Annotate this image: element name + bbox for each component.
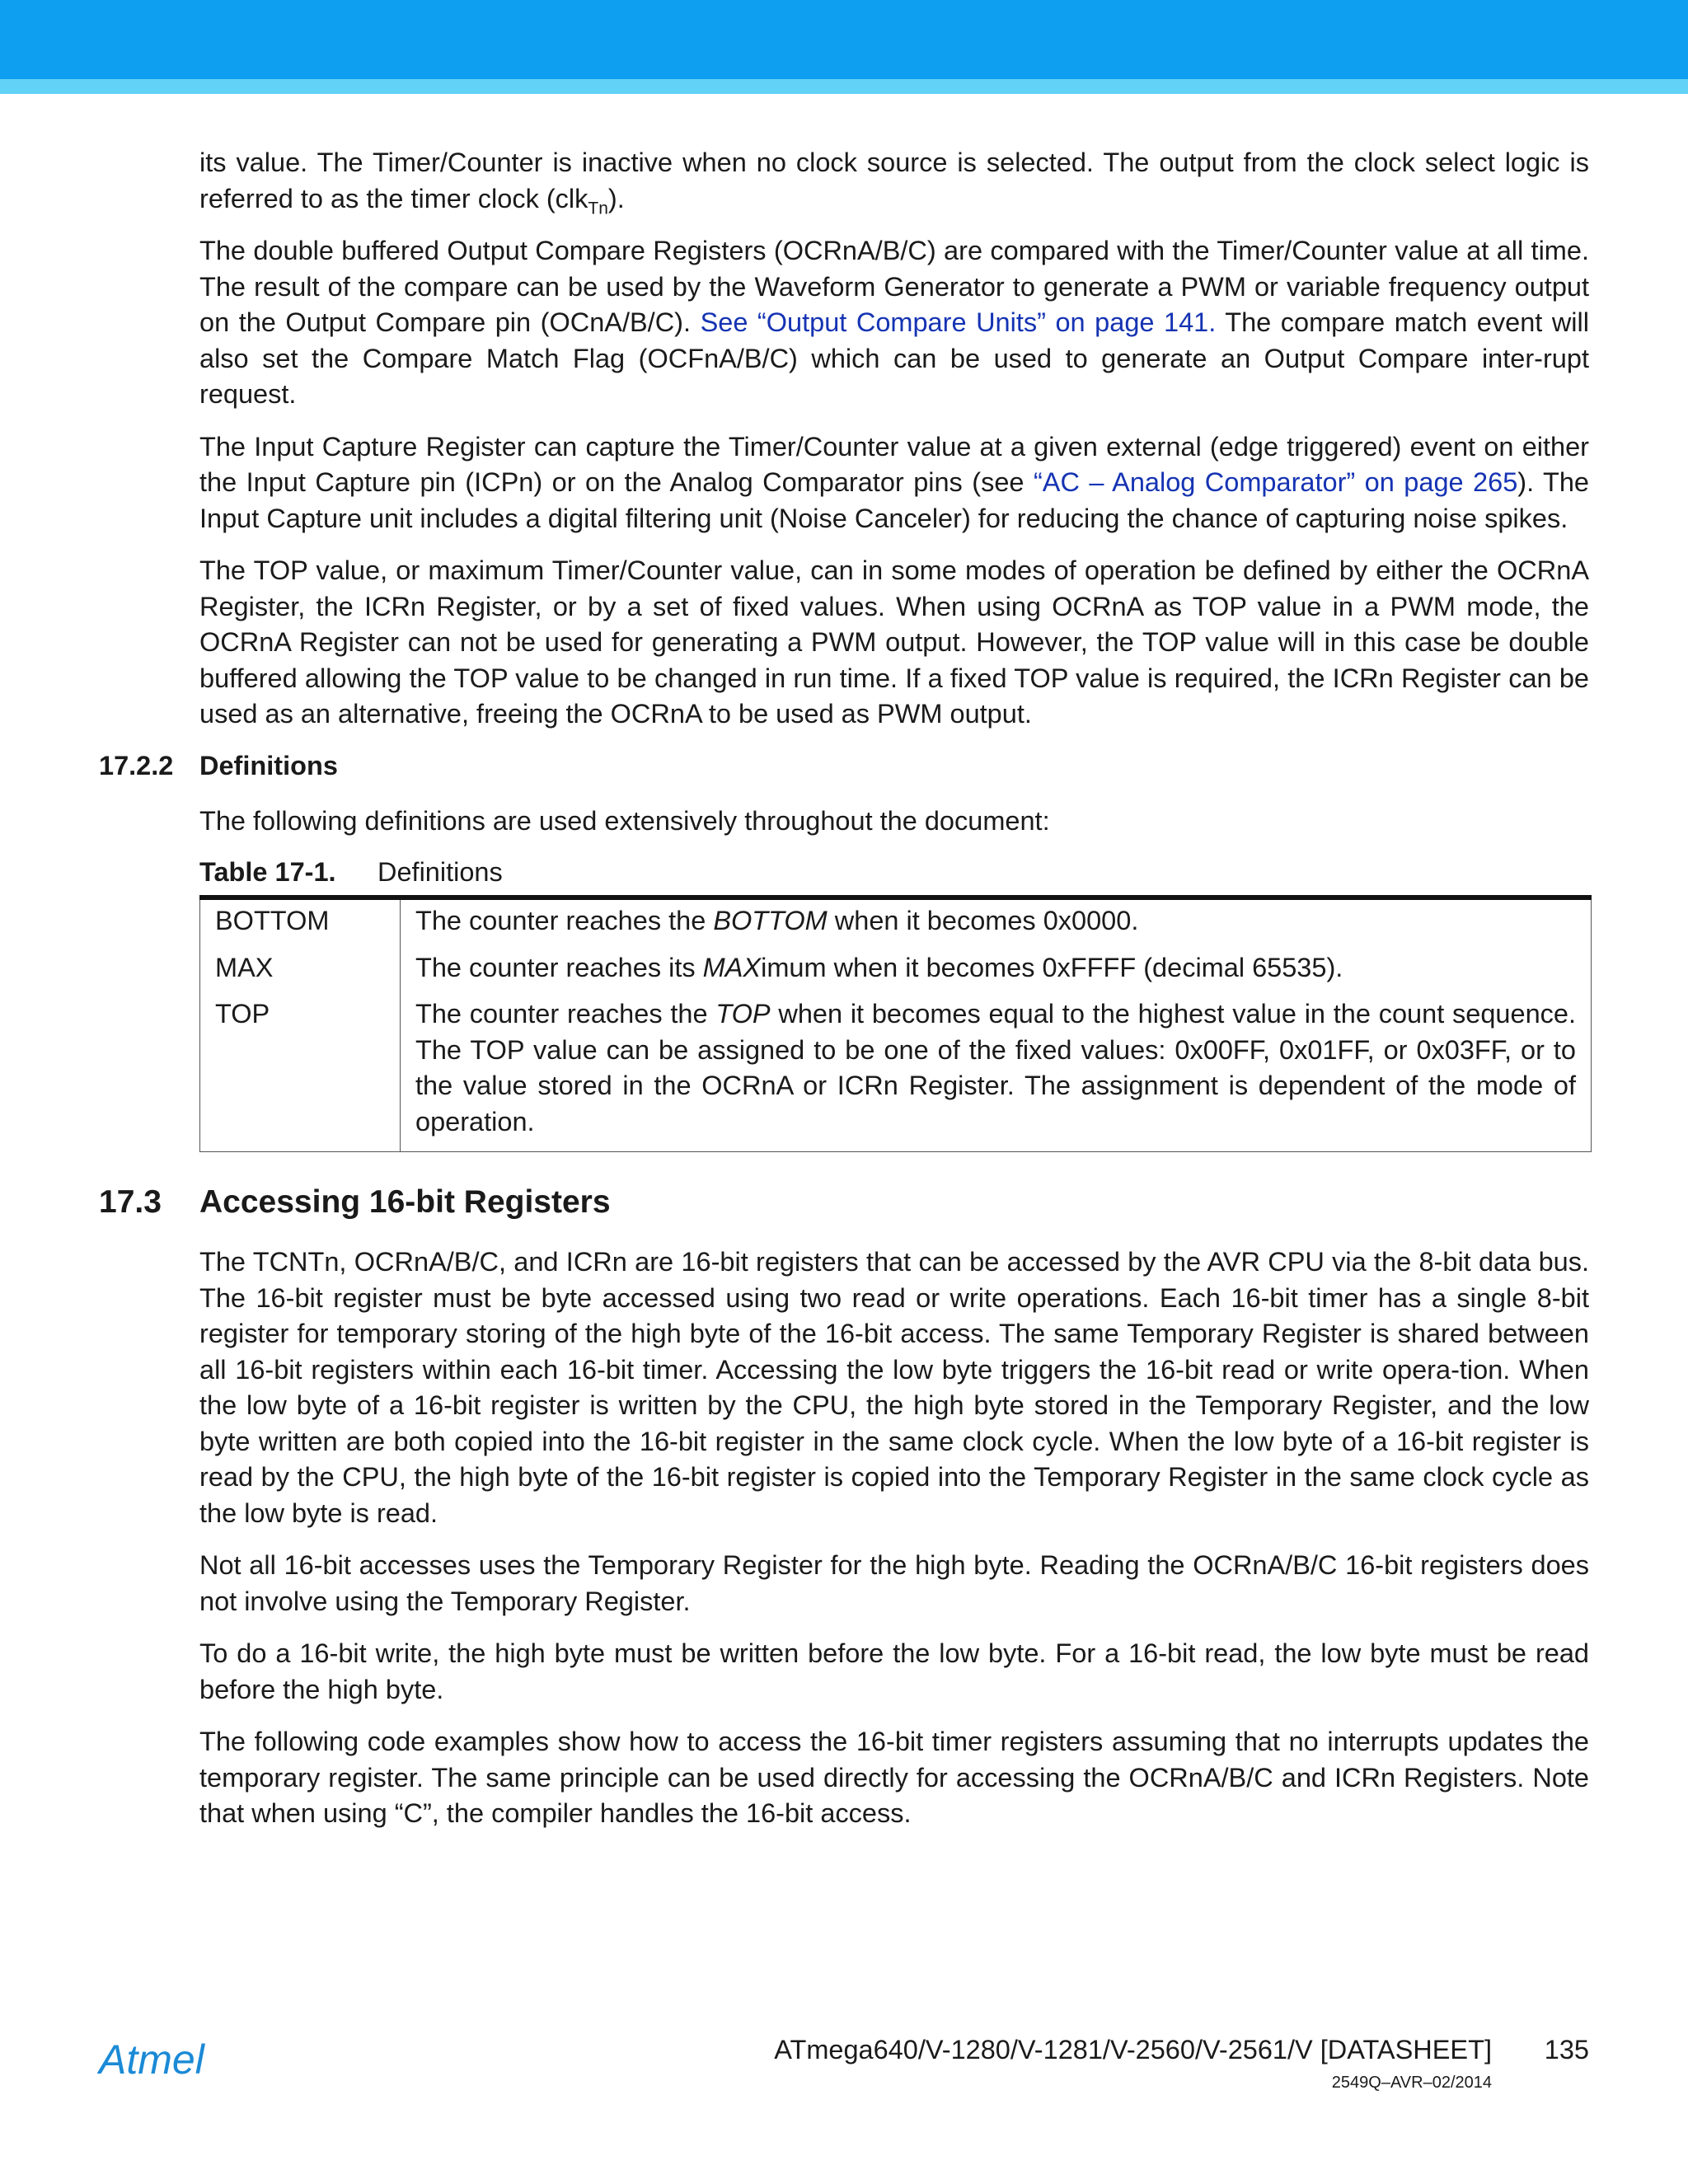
- footer-doc-code: 2549Q–AVR–02/2014: [1331, 2074, 1492, 2092]
- section-paragraph-4: The following code examples show how to access the 16-bit timer registers assuming that no interrupts updates the temporary register. The same principle can be used directly for accessing the OCRnA/B/C and ICRn Registers. Note that when using “C”, the compiler handles the 16-bit access.: [199, 1727, 1589, 1828]
- analog-comparator-link[interactable]: “AC – Analog Comparator” on page 265: [1033, 467, 1518, 497]
- footer-doc-title: ATmega640/V-1280/V-1281/V-2560/V-2561/V [DATASHEET]: [774, 2035, 1492, 2064]
- term-cell: TOP: [200, 993, 401, 1152]
- output-compare-units-link[interactable]: See “Output Compare Units” on page 141.: [700, 307, 1217, 337]
- section-paragraph-1: The TCNTn, OCRnA/B/C, and ICRn are 16-bit registers that can be accessed by the AVR CPU via the 8-bit data bus. The 16-bit register must be byte accessed using two read or write operations. Each 16-bit timer has a single 8-bit register for temporary storing of the high byte of the 16-bit access. The same Temporary Register is shared between all 16-bit registers within each 16-bit timer. Accessing the low byte triggers the 16-bit read or write opera-tion. When the low byte of a 16-bit register is written by the CPU, the high byte stored in the Temporary Register, and the low byte written are both copied into the 16-bit register in the same clock cycle. When the low byte of a 16-bit register is read by the CPU, the high byte of the 16-bit register is copied into the Temporary Register in the same clock cycle as the low byte is read.: [199, 1247, 1589, 1528]
- table-caption-title: Definitions: [377, 857, 503, 887]
- definition-cell: The counter reaches the TOP when it becomes equal to the highest value in the count sequence. The TOP value can be assigned to be one of the fixed values: 0x00FF, 0x01FF, or 0x03FF, or to the value stored in the OCRnA or ICRn Register. The assignment is dependent of the mode of operation.: [415, 999, 1576, 1137]
- intro-paragraph-2: The double buffered Output Compare Registers (OCRnA/B/C) are compared with the Timer/Counter value at all time. The result of the compare can be used by the Waveform Generator to generate a PWM or variable frequency output on the Output Compare pin (OCnA/B/C). See “Output Compare Units” on page 141. The compare match event will also set the Compare Match Flag (OCFnA/B/C) which can be used to generate an Output Compare inter-rupt request.: [199, 236, 1589, 409]
- section-paragraph-3: To do a 16-bit write, the high byte must be written before the low byte. For a 16-bit read, the low byte must be read before the high byte.: [199, 1638, 1589, 1704]
- table-row: [200, 993, 1592, 1152]
- intro-paragraph-4: The TOP value, or maximum Timer/Counter value, can in some modes of operation be defined by either the OCRnA Register, the ICRn Register, or by a set of fixed values. When using OCRnA as TOP value in a PWM mode, the OCRnA Register can not be used for generating a PWM output. However, the TOP value will in this case be double buffered allowing the TOP value to be changed in run time. If a fixed TOP value is required, the ICRn Register can be used as an alternative, freeing the OCRnA to be used as PWM output.: [199, 555, 1589, 729]
- definitions-heading-title: Definitions: [199, 750, 338, 780]
- definitions-heading-number: 17.2.2: [99, 750, 174, 780]
- intro-paragraph-3: The Input Capture Register can capture the Timer/Counter value at a given external (edge triggered) event on either the Input Capture pin (ICPn) or on the Analog Comparator pins (see “AC – Analog Comparator” on page 265). The Input Capture unit includes a digital filtering unit (Noise Canceler) for reducing the chance of capturing noise spikes.: [199, 431, 1590, 533]
- section-paragraph-2: Not all 16-bit accesses uses the Temporary Register for the high byte. Reading the OCRnA/B/C 16-bit registers does not involve using the Temporary Register.: [199, 1550, 1589, 1616]
- term-cell: BOTTOM: [200, 898, 401, 947]
- atmel-logo-text: Atmel: [99, 2036, 204, 2083]
- section-heading-title: Accessing 16-bit Registers: [199, 1184, 611, 1220]
- table-caption-number: Table 17-1.: [199, 857, 336, 887]
- definitions-heading: [99, 749, 1589, 782]
- definitions-table: [199, 895, 1592, 1152]
- definitions-lead: The following definitions are used extensively throughout the document:: [199, 805, 1050, 836]
- page-content: [99, 145, 1590, 1849]
- term-cell: MAX: [200, 947, 401, 994]
- footer-page-number: 135: [1544, 2035, 1589, 2064]
- section-heading-number: 17.3: [99, 1184, 162, 1220]
- table-row: [200, 898, 1592, 947]
- header-band: [0, 0, 1688, 79]
- definition-cell: The counter reaches its MAXimum when it becomes 0xFFFF (decimal 65535).: [415, 952, 1343, 982]
- definition-cell: The counter reaches the BOTTOM when it becomes 0x0000.: [415, 906, 1139, 935]
- header-stripe: [0, 79, 1688, 94]
- intro-paragraph-1: its value. The Timer/Counter is inactive when no clock source is selected. The output from the clock select logic is referred to as the timer clock (clk$_{Tn}$).: [199, 148, 1589, 218]
- table-row: [200, 947, 1592, 994]
- table-caption: [199, 855, 1589, 888]
- atmel-logo: [97, 2036, 237, 2085]
- section-heading: [99, 1183, 1589, 1221]
